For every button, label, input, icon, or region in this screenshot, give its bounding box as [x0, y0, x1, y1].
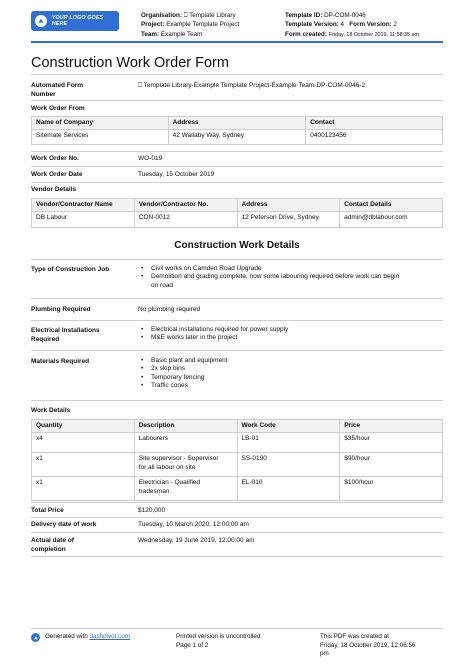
price-cell: $100/hour [340, 477, 443, 501]
organisation-value: ⎕ Template Library [183, 12, 236, 19]
divider [31, 298, 443, 299]
col-header: Address [168, 117, 306, 130]
table-row [32, 477, 443, 501]
divider [31, 400, 443, 401]
divider [31, 532, 443, 533]
table-row [32, 130, 443, 145]
quantity-cell: x1 [32, 477, 135, 501]
created-line: Friday, 18 October 2019, 12:06:56 [320, 641, 416, 649]
logo-icon [35, 15, 47, 27]
section-title: Construction Work Details [174, 240, 300, 251]
description-cell: Labourers [134, 433, 237, 453]
list-item: • 2x skip bins [138, 365, 443, 373]
table-row [32, 453, 443, 477]
logo-text: YOUR LOGO GOES HERE [51, 15, 104, 27]
list-item: • M&E works later in the project [138, 334, 443, 342]
table-header-row [32, 117, 443, 130]
work-order-date-label: Work Order Date [31, 171, 83, 178]
construction-type-label: Type of Construction Job [31, 266, 110, 273]
col-header: Contact Details [340, 199, 443, 212]
divider [31, 502, 443, 503]
footer-printed [176, 633, 260, 650]
work-details-table [31, 419, 443, 501]
price-cell: $90/hour [340, 453, 443, 477]
vendor-contact-cell: admin@dblabour.com [340, 212, 443, 228]
created-line: pm [320, 650, 329, 658]
list-item-continued: on road [151, 281, 174, 289]
work-order-from-table [31, 116, 443, 145]
work-details-label: Work Details [31, 407, 71, 414]
work-order-from-label: Work Order From [31, 105, 85, 112]
page-title: Construction Work Order Form [31, 55, 229, 71]
list-item: • Basic plant and equipment [138, 357, 443, 365]
work-order-date-value: Tuesday, 15 October 2019 [138, 171, 215, 178]
generated-text: Generated with [45, 633, 90, 640]
electrical-label: Electrical Installations Required [31, 327, 100, 343]
form-created-value: Friday, 18 October 2019, 11:58:35 am [328, 31, 420, 38]
col-header: Work Code [237, 420, 340, 433]
work-order-no-value: WO-019 [138, 155, 163, 162]
materials-label: Materials Required [31, 358, 90, 365]
header-divider [31, 41, 443, 43]
col-header: Name of Company [32, 117, 169, 130]
template-id-label: Template ID: [285, 12, 323, 19]
divider [31, 74, 443, 75]
dashpivot-link[interactable]: dashpivot.com [89, 633, 131, 640]
divider [31, 166, 443, 167]
vendor-details-table [31, 198, 443, 228]
list-item: • Demolition and grading complete, now some labouring required before work can begin [138, 273, 443, 281]
company-logo [31, 11, 119, 31]
description-cell: Electrician - Qualified tradesman [134, 477, 237, 501]
company-name-cell: Sitemate Services [32, 130, 169, 145]
list-item: • Electrical installations required for power supply [138, 326, 443, 334]
materials-list [138, 357, 443, 391]
col-header: Contact [306, 117, 443, 130]
form-version-label: Form Version: [349, 21, 392, 29]
divider [31, 517, 443, 518]
total-price-label: Total Price [31, 507, 64, 514]
work-order-no-label: Work Order No. [31, 155, 79, 162]
automated-form-number-value: ⎕ Template Library-Example Template Project-Example Team-DP-COM-0046-2 [138, 82, 366, 89]
completion-date-value: Wednesday, 19 June 2019, 12:00:00 am [138, 537, 255, 544]
completion-date-label: Actual date of completion [31, 537, 74, 553]
document-header [0, 0, 474, 44]
footer-divider [31, 628, 443, 629]
table-row [32, 433, 443, 453]
electrical-list [138, 326, 443, 343]
total-price-value: $120,000 [138, 507, 166, 514]
automated-form-number-label: Automated Form Number [31, 82, 83, 98]
table-row [32, 212, 443, 228]
col-header: Price [340, 420, 443, 433]
template-version-label: Template Version: [285, 21, 339, 29]
work-code-cell: LB-01 [237, 433, 340, 453]
col-header: Vendor/Contractor Name [32, 199, 135, 212]
col-header: Description [134, 420, 237, 433]
vendor-address-cell: 12 Peterson Drive, Sydney [237, 212, 340, 228]
divider [31, 100, 443, 101]
delivery-date-value: Tuesday, 10 March 2020, 12:00:00 am [138, 521, 249, 528]
meta-left [141, 11, 239, 39]
col-header: Vendor/Contractor No. [134, 199, 237, 212]
list-item: • Civil works on Camden Road Upgrade [138, 265, 443, 273]
quantity-cell: x4 [32, 433, 135, 453]
delivery-date-label: Delivery date of work [31, 521, 97, 528]
vendor-name-cell: DB Labour [32, 212, 135, 228]
organisation-label: Organisation: [141, 12, 182, 19]
company-address-cell: 42 Wallaby Way, Sydney [168, 130, 306, 145]
vendor-details-label: Vendor Details [31, 186, 77, 193]
work-code-cell: SS-0190 [237, 453, 340, 477]
divider [31, 151, 443, 152]
table-header-row [32, 420, 443, 433]
list-item: • Traffic cones [138, 382, 443, 390]
plumbing-value: No plumbing required [138, 306, 201, 313]
divider [31, 182, 443, 183]
vendor-number-cell: CON-0012 [134, 212, 237, 228]
project-value: Example Template Project [166, 21, 240, 29]
divider [31, 259, 443, 260]
construction-type-list [138, 265, 443, 290]
quantity-cell: x1 [32, 453, 135, 477]
created-line: This PDF was created at [320, 633, 389, 640]
table-header-row [32, 199, 443, 212]
description-cell: Site supervisor - Supervisor for all labour on site [134, 453, 237, 477]
footer-generated [45, 633, 130, 642]
template-version-value: 4 [340, 21, 345, 29]
form-version-value: 2 [393, 21, 397, 29]
page-number: Page 1 of 2 [176, 641, 209, 649]
dashpivot-icon [31, 633, 40, 642]
plumbing-label: Plumbing Required [31, 306, 91, 313]
team-value: Example Team [160, 30, 203, 38]
list-item: • Temporary fencing [138, 374, 443, 382]
template-id-value: DP-COM-0046 [324, 12, 366, 19]
project-label: Project: [141, 21, 165, 29]
company-contact-cell: 0400123456 [306, 130, 443, 145]
form-created-label: Form created: [285, 30, 327, 38]
printed-notice: Printed version is uncontrolled [176, 633, 261, 640]
meta-right [285, 11, 419, 40]
team-label: Team: [141, 30, 160, 38]
col-header: Address [237, 199, 340, 212]
work-code-cell: EL-010 [237, 477, 340, 501]
col-header: Quantity [32, 420, 135, 433]
divider [31, 350, 443, 351]
price-cell: $35/hour [340, 433, 443, 453]
footer-created [320, 633, 415, 659]
divider [31, 556, 443, 557]
divider [31, 320, 443, 321]
